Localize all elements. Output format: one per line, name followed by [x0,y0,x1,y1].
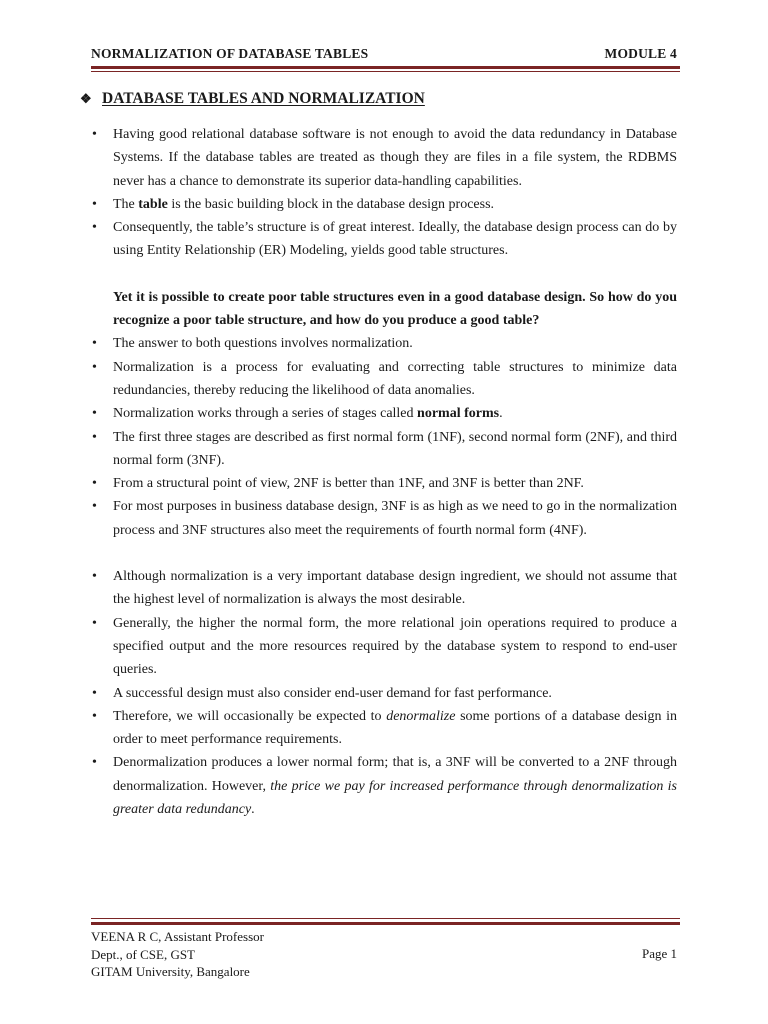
bullet-text: Consequently, the table’s structure is of great interest. Ideally, the database design process can do by using Entity Relationship (ER) Modeling, yields good table structures. [113,220,677,259]
section-title-text: DATABASE TABLES AND NORMALIZATION [102,90,425,107]
footer-dept: Dept., of CSE, GST [91,946,195,962]
spacer [113,263,677,286]
bullet-text: is the basic building block in the database design process. [167,196,495,212]
bullet-item [113,332,677,355]
bullet-item [113,705,677,752]
bullet-item [113,123,677,193]
bullet-text: From a structural point of view, 2NF is better than 1NF, and 3NF is better than 2NF. [113,476,584,492]
bullet-text: Having good relational database software is not enough to avoid the data redundancy in Database Systems. If the database tables are treated as though they are files in a file system, the RDBMS never has a chance to demonstrate its superior data-handling capabilities. [113,127,677,189]
bullet-text: Therefore, we will occasionally be expected to [113,708,387,724]
bullet-item [113,356,677,403]
section-heading [80,90,425,108]
page-number: Page 1 [641,946,677,961]
bullet-item [113,682,677,705]
footer-university: GITAM University, Bangalore [91,964,250,979]
bullet-text: Although normalization is a very important database design ingredient, we should not assume that the highest level of normalization is always the most desirable. [113,569,677,608]
bullet-text: Denormalization produces a lower normal form; that is, a 3NF will be converted to a 2NF through denormalization. However, [113,755,677,794]
bullet-text: The first three stages are described as first normal form (1NF), second normal form (2NF), and third normal form (3NF). [113,429,677,468]
header-rule-thick [91,66,680,69]
footer-rule-thick [91,922,680,925]
bullet-item [113,426,677,473]
bullet-text: Normalization is a process for evaluating and correcting table structures to minimize data redundancies, thereby reducing the likelihood of data anomalies. [113,359,677,398]
bullet-item [113,612,677,682]
bullet-text: A successful design must also consider end-user demand for fast performance. [113,685,552,701]
bullet-item [113,565,677,612]
italic-phrase: the price we pay for increased performance through denormalization is greater data redundancy [113,778,677,818]
spacer [113,542,677,565]
bullet-item [113,402,677,425]
bold-term: normal forms [417,406,500,422]
bullet-item [113,216,677,263]
footer-rule-thin [91,918,680,919]
bullet-item [113,193,677,216]
bullet-text: The [113,196,139,212]
header-title: NORMALIZATION OF DATABASE TABLES [91,46,369,61]
header-rule-thin [91,71,680,72]
header-module: MODULE 4 [604,46,677,61]
italic-term: denormalize [386,708,456,724]
bullet-text: The answer to both questions involves normalization. [113,336,413,352]
bullet-text: some portions of a database design in order to meet performance requirements. [113,708,677,748]
bold-term: table [138,196,168,212]
bullet-text: . [499,406,503,422]
bullet-text: For most purposes in business database design, 3NF is as high as we need to go in the normalization process and 3NF structures also meet the requirements of fourth normal form (4NF). [113,499,677,538]
bold-question: Yet it is possible to create poor table structures even in a good database design. So how do you recognize a poor table structure, and how do you produce a good table? [113,289,677,329]
page-footer [91,928,677,981]
bullet-text: Normalization works through a series of stages called [113,406,418,422]
bullet-item [113,472,677,495]
bullet-text: . [251,802,255,818]
bullet-text: Generally, the higher the normal form, the more relational join operations required to produce a specified output and the more resources required by the database system to respond to end-user queries. [113,615,677,678]
document-body [113,123,677,821]
page-header [91,46,677,64]
diamond-bullet-icon: ❖ [80,91,92,106]
bullet-item [113,751,677,821]
footer-author: VEENA R C, Assistant Professor [91,929,264,944]
bullet-item [113,495,677,542]
